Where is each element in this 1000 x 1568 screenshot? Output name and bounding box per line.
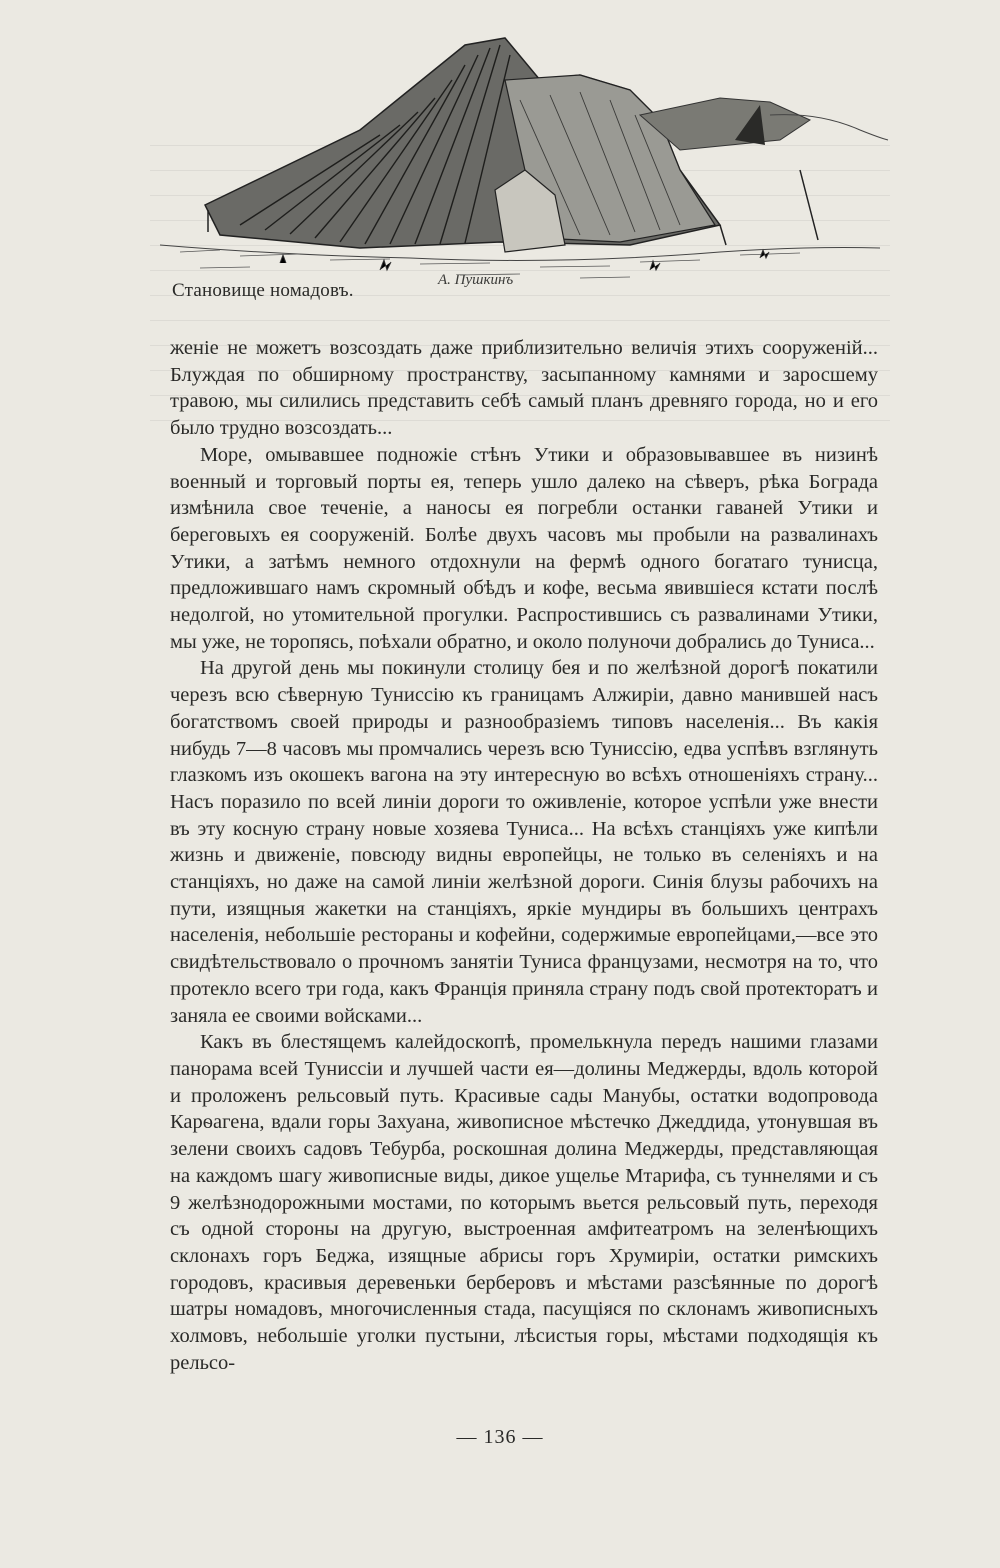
page-number: — 136 — — [456, 1426, 544, 1448]
paragraph: Какъ въ блестящемъ калейдоскопѣ, промелькнула передъ нашими глазами панорама всей Тунисcіи и лучшей части ея—долины Меджерды, вдоль которой и проложенъ рельсовый путь. Красивые сады Манубы, остатки водопровода Карѳагена, вдали горы Захуана, живописное мѣстечко Джеддида, утонувшая въ зелени своихъ садовъ Тебурба, роскошная долина Меджерды, представляющая на каждомъ шагу живописные виды, дикое ущелье Мтарифа, съ туннелями и съ 9 желѣзнодорожными мостами, по которымъ вьется рельсовый путь, переходя съ одной стороны на другую, выстроенная амфитеатромъ на зеленѣющихъ склонахъ горъ Беджа, изящные абрисы горъ Хрумиріи, остатки римскихъ городовъ, красивыя деревеньки берберовъ и мѣстами разсѣянные по дорогѣ шатры номадовъ, многочисленныя стада, пасущіяся по склонамъ живописныхъ холмовъ, небольшіе уголки пустыни, лѣсистыя горы, мѣстами подходящія къ рельсо- — [170, 1031, 878, 1374]
nomad-tent-illustration — [160, 20, 890, 295]
illustration-caption: Становище номадовъ. — [172, 280, 354, 301]
paragraph: На другой день мы покинули столицу бея и по желѣзной дорогѣ покатили черезъ всю сѣверную Тунисcію къ границамъ Алжиріи, давно манившей насъ богатствомъ своей природы и разнообразіемъ типовъ населенія... Въ какія нибудь 7—8 часовъ мы промчались черезъ всю Тунисcію, едва успѣвъ взглянуть глазкомъ изъ окошекъ вагона на эту интересную во всѣхъ отношеніяхъ страну... Насъ поразило по всей линіи дороги то оживленіе, которое успѣли уже внести въ эту косную страну новые хозяева Туниса... На всѣхъ станціяхъ уже кипѣли жизнь и движеніе, повсюду видны европейцы, не только въ селеніяхъ и на станціяхъ, но даже на самой линіи желѣзной дороги. Синія блузы рабочихъ на пути, изящныя жакетки на станціяхъ, яркіе мундиры въ большихъ центрахъ населенія, небольшіе рестораны и кофейни, содержимые европейцами,—все это свидѣтельствовало о прочномъ занятіи Туниса французами, несмотря на то, что протекло всего три года, какъ Франція приняла страну подъ свой протекторатъ и заняла ее своими войсками... — [170, 657, 878, 1027]
body-text — [170, 335, 878, 1376]
paragraph: Море, омывавшее подножіе стѣнъ Утики и образовывавшее въ низинѣ военный и торговый порты ея, теперь ушло далеко на сѣверъ, рѣка Боградa измѣнила свое теченіе, а наносы ея погребли останки гаваней Утики и береговыхъ ея сооруженій. Болѣе двухъ часовъ мы пробыли на развалинахъ Утики, а затѣмъ немного отдохнули на фермѣ одного богатаго тунисца, предложившаго намъ скромный обѣдъ и кофе, весьма явившіеся кстати послѣ недолгой, но утомительной прогулки. Распростившись съ развалинами Утики, мы уже, не торопясь, поѣхали обратно, и около полуночи добрались до Туниса... — [170, 443, 878, 653]
paragraph: женіе не можетъ возсоздать даже приблизительно величія этихъ сооруженій... Блуждая по обширному пространству, засыпанному камнями и заросшему травою, мы силились представить себѣ самый планъ древняго города, но и его было трудно возсоздать... — [170, 337, 878, 440]
artist-signature: А. Пушкинъ — [438, 272, 514, 288]
